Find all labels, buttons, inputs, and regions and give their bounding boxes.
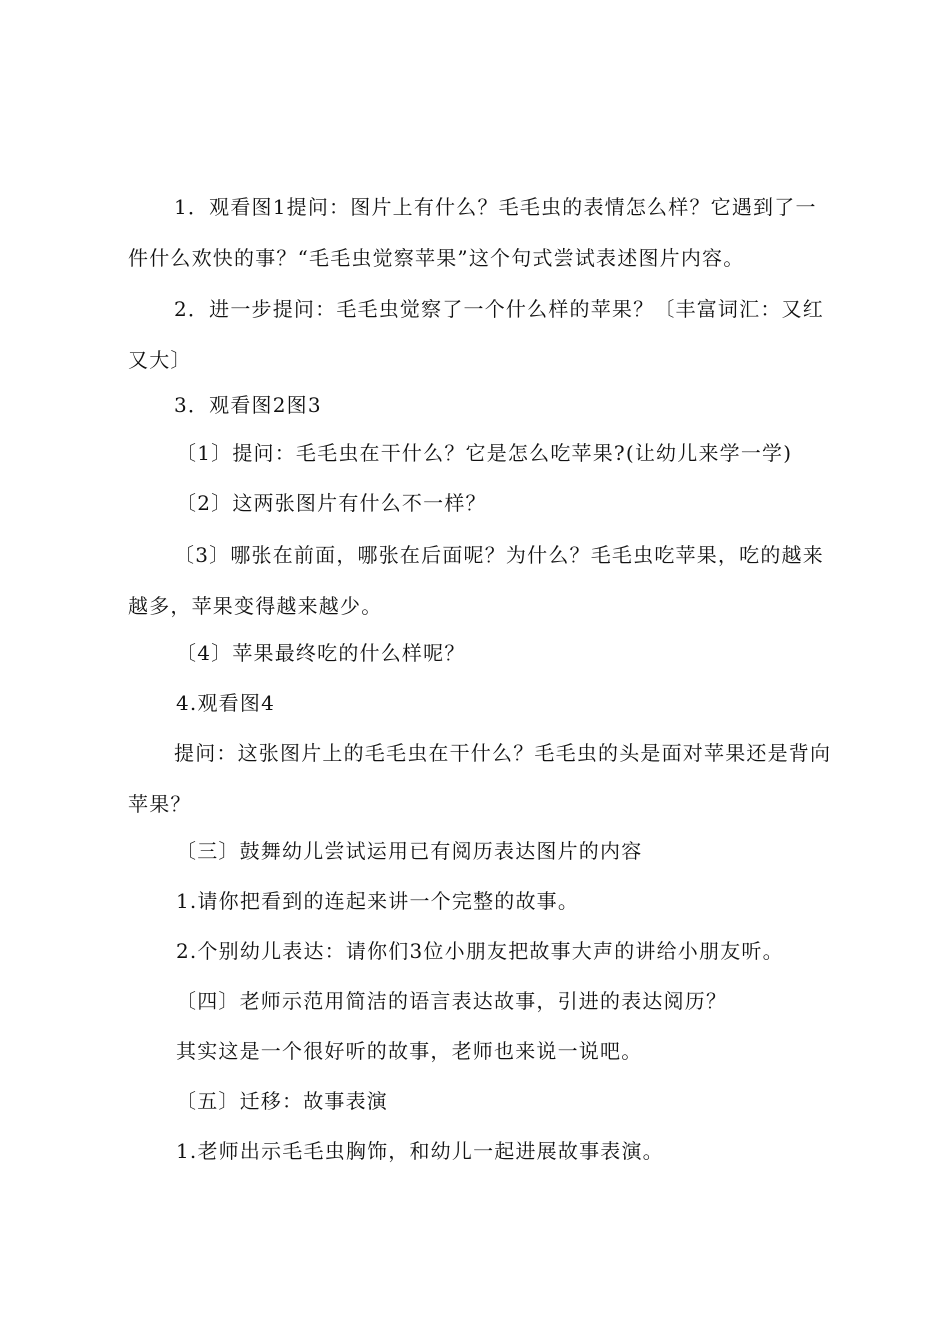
paragraph-sub-question-1: 〔1〕提问：毛毛虫在干什么？它是怎么吃苹果?(让幼儿来学一学) xyxy=(176,441,793,465)
paragraph-teacher-story: 其实这是一个很好听的故事，老师也来说一说吧。 xyxy=(176,1039,643,1063)
paragraph-sub-question-3: 〔3〕哪张在前面，哪张在后面呢？为什么？毛毛虫吃苹果，吃的越来越多，苹果变得越来越少。 xyxy=(128,543,824,618)
section-heading-three: 〔三〕鼓舞幼儿尝试运用已有阅历表达图片的内容 xyxy=(176,839,643,863)
paragraph-observe-picture-1: 1．观看图1提问：图片上有什么？毛毛虫的表情怎么样？它遇到了一件什么欢快的事？“毛毛虫觉察苹果”这个句式尝试表述图片内容。 xyxy=(128,195,817,270)
section-heading-five: 〔五〕迁移：故事表演 xyxy=(176,1089,388,1113)
paragraph-observe-picture-2-3: 3．观看图2图3 xyxy=(174,393,322,417)
paragraph-further-question: 2．进一步提问：毛毛虫觉察了一个什么样的苹果？〔丰富词汇：又红又大〕 xyxy=(128,297,824,372)
paragraph-individual-expression: 2.个别幼儿表达：请你们3位小朋友把故事大声的讲给小朋友听。 xyxy=(176,939,784,963)
paragraph-observe-picture-4: 4.观看图4 xyxy=(176,691,276,715)
paragraph-sub-question-2: 〔2〕这两张图片有什么不一样？ xyxy=(176,491,487,515)
paragraph-tell-story: 1.请你把看到的连起来讲一个完整的故事。 xyxy=(176,889,580,913)
paragraph-question-picture-4: 提问：这张图片上的毛毛虫在干什么？毛毛虫的头是面对苹果还是背向苹果？ xyxy=(128,741,832,816)
section-heading-four: 〔四〕老师示范用简洁的语言表达故事，引进的表达阅历？ xyxy=(176,989,728,1013)
paragraph-sub-question-4: 〔4〕苹果最终吃的什么样呢？ xyxy=(176,641,466,665)
paragraph-story-performance: 1.老师出示毛毛虫胸饰，和幼儿一起进展故事表演。 xyxy=(176,1139,664,1163)
